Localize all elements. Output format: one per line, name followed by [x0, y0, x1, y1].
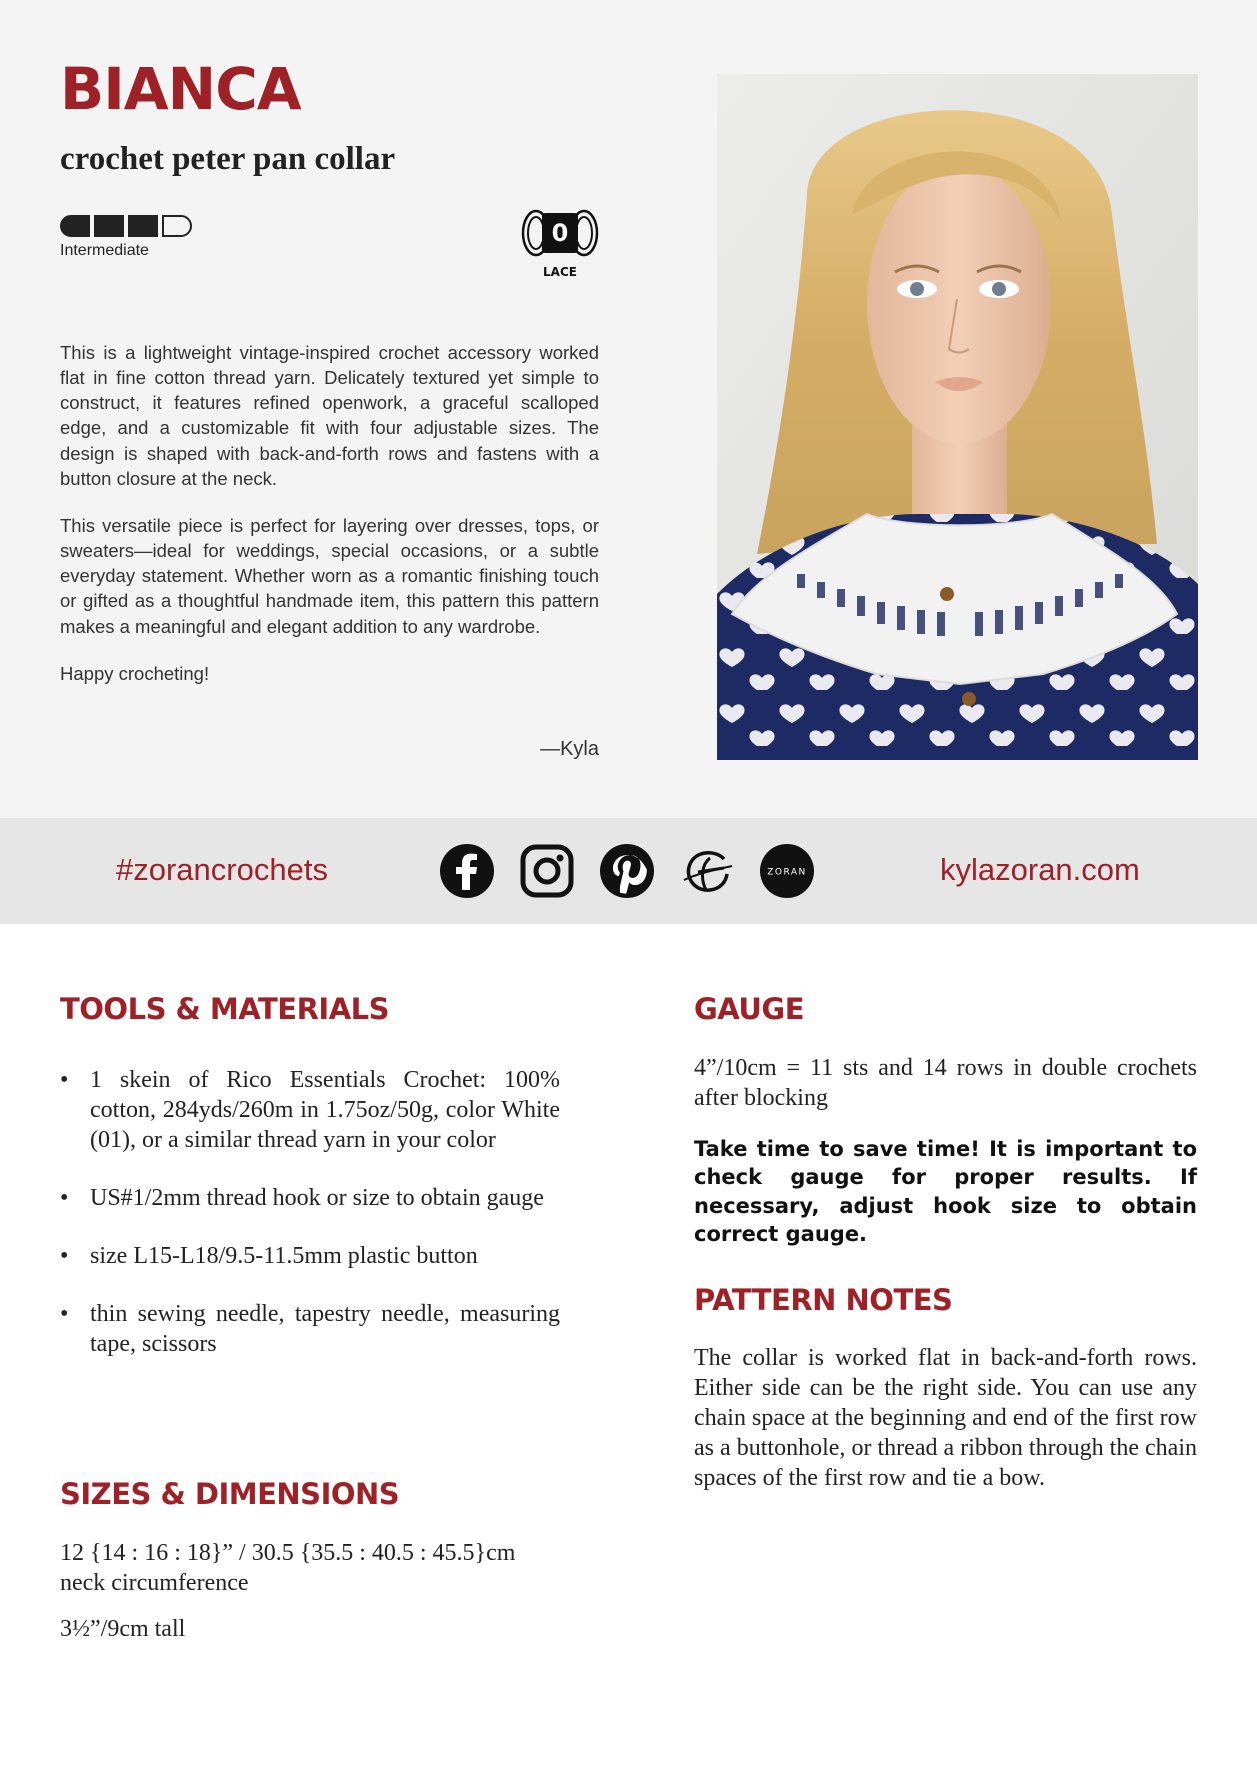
social-band [0, 818, 1257, 924]
skill-level-label: Intermediate [60, 242, 149, 259]
list-item: • size L15-L18/9.5-11.5mm plastic button [60, 1241, 560, 1271]
intro-text [60, 340, 599, 708]
skill-level-bar-icon [60, 215, 192, 237]
intro-closing: Happy crocheting! [60, 662, 210, 684]
intro-paragraph: This is a lightweight vintage-inspired crochet accessory worked flat in fine cotton thread yarn. Delicately textured yet simple to construct, it features refined openwork, a graceful scalloped edge, and a customizable fit with four adjustable sizes. The design is shaped with back-and-forth rows and fastens with a button closure at the neck. [60, 342, 599, 489]
sizes-line: 12 {14 : 16 : 18}” / 30.5 {35.5 : 40.5 : 45.5}cm neck circumference [60, 1540, 516, 1596]
pattern-notes-text: The collar is worked flat in back-and-forth rows. Either side can be the right side. You can use any chain space at the beginning and end of the first row as a buttonhole, or thread a ribbon through the chain spaces of the first row and tie a bow. [694, 1345, 1197, 1491]
pattern-subtitle: crochet peter pan collar [60, 141, 396, 177]
tools-list [60, 1065, 560, 1387]
yarn-weight [520, 205, 600, 281]
hero-section [0, 0, 1257, 818]
zoran-badge-text: ZORAN [767, 867, 807, 878]
hashtag-link[interactable]: #zorancrochets [116, 852, 328, 887]
zoran-icon[interactable] [760, 844, 814, 898]
social-icons [440, 844, 814, 898]
instagram-icon[interactable] [520, 844, 574, 898]
facebook-icon[interactable] [440, 844, 494, 898]
skill-level [60, 215, 192, 260]
mannequin-collar-image [717, 74, 1198, 760]
list-item: • US#1/2mm thread hook or size to obtain gauge [60, 1183, 560, 1213]
website-link[interactable]: kylazoran.com [940, 852, 1140, 887]
etsy-icon[interactable] [680, 844, 734, 898]
list-item: • 1 skein of Rico Essentials Crochet: 100% cotton, 284yds/260m in 1.75oz/50g, color White (01), or a similar thread yarn in your color [60, 1065, 560, 1155]
yarn-weight-label: LACE [543, 265, 577, 279]
product-photo [717, 74, 1198, 760]
pattern-title: BIANCA [60, 55, 301, 123]
list-item: • thin sewing needle, tapestry needle, measuring tape, scissors [60, 1299, 560, 1359]
sizes-heading: SIZES & DIMENSIONS [60, 1477, 400, 1511]
gauge-value: 4”/10cm = 11 sts and 14 rows in double crochets after blocking [694, 1055, 1197, 1111]
intro-paragraph: This versatile piece is perfect for layering over dresses, tops, or sweaters—ideal for weddings, special occasions, or a subtle everyday statement. Whether worn as a romantic finishing touch or gifted as a thoughtful handmade item, this pattern this pattern makes a meaningful and elegant addition to any wardrobe. [60, 514, 599, 637]
gauge-note: Take time to save time! It is important to check gauge for proper results. If necessary, adjust hook size to obtain correct gauge. [694, 1137, 1197, 1247]
yarn-weight-number: 0 [551, 219, 569, 247]
gauge-heading: GAUGE [694, 992, 805, 1026]
signature: —Kyla [540, 738, 599, 760]
sizes-text [60, 1538, 560, 1660]
yarn-skein-icon [520, 205, 600, 265]
pinterest-icon[interactable] [600, 844, 654, 898]
pattern-notes-heading: PATTERN NOTES [694, 1283, 953, 1317]
gauge-text [694, 1053, 1197, 1248]
sizes-line: 3½”/9cm tall [60, 1616, 186, 1642]
tools-heading: TOOLS & MATERIALS [60, 992, 390, 1026]
